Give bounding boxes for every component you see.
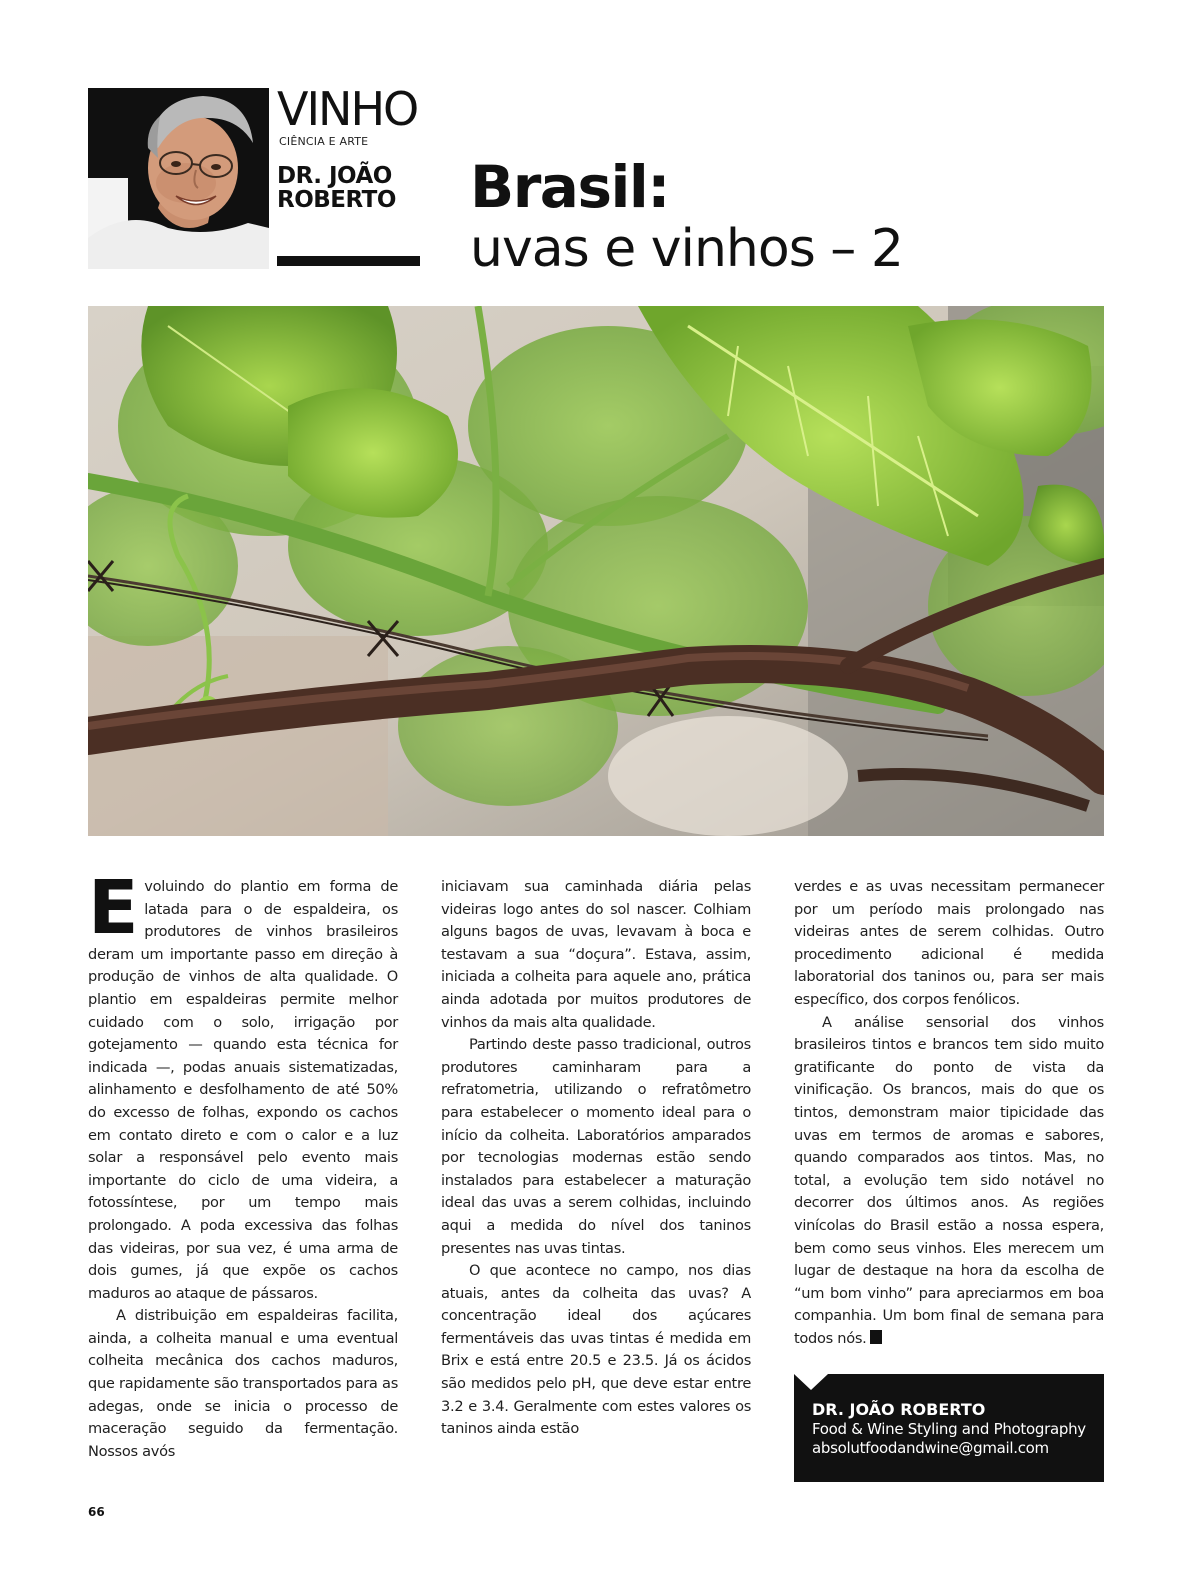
column-2-paragraph-2: Partindo deste passo tradicional, outros produtores caminharam para a refratometria, utilizando o refratômetro para estabelecer o momento ideal para o início da colheita. Laboratórios amparados por tecnologias modernas estão sendo instalados para estabelecer a maturação ideal das uvas a serem colhidas, incluindo aqui a medida do nível dos taninos presentes nas uvas tintas. (441, 1036, 751, 1257)
paragraph-text: A análise sensorial dos vinhos brasileiros tintos e brancos tem sido muito gratificante do ponto de vista da vinificação. Os brancos, mais do que os tintos, demonstram maior tipicidade das uvas em termos de aromas e sabores, quando comparados aos tintos. Mas, no total, a evolução tem sido notável no decorrer dos últimos anos. As regiões vinícolas do Brasil estão a nossa espera, bem como seus vinhos. Eles merecem um lugar de destaque na hora da escolha de “um bom vinho” para apreciarmos em boa companhia. Um bom final de semana para todos nós. (794, 1013, 1104, 1347)
drop-cap: E (88, 865, 139, 951)
article-column-1 (88, 865, 398, 1463)
section-subtitle: CIÊNCIA E ARTE (279, 135, 369, 148)
author-name-line2: ROBERTO (277, 187, 396, 213)
article-column-2 (441, 876, 751, 1441)
column-1-paragraph-2: A distribuição em espaldeiras facilita, ainda, a colheita manual e uma eventual colheita mecânica dos cachos maduros, que rapidamente são transportados para as adegas, onde se inicia o processo de maceração seguido da fermentação. Nossos avós (88, 1307, 398, 1460)
column-2-paragraph-3: O que acontece no campo, nos dias atuais, antes da colheita das uvas? A concentração ideal dos açúcares fermentáveis das uvas tintas é medida em Brix e está entre 20.5 e 23.5. Já os ácidos são medidos pelo pH, que deve estar entre 3.2 e 3.4. Geralmente com estes valores os taninos ainda estão (441, 1262, 751, 1438)
section-title: VINHO (277, 82, 418, 136)
column-header (277, 82, 427, 270)
paragraph-text: voluindo do plantio em forma de latada para o de espaldeira, os produtores de vinhos brasileiros deram um importante passo em direção à produção de vinhos de alta qualidade. O plantio em espaldeiras permite melhor cuidado com o solo, irrigação por gotejamento — quando esta técnica for indicada —, podas anuais sistematizadas, alinhamento e desfolhamento de até 50% do excesso de folhas, expondo os cachos em contato direto e com o calor e a luz solar a responsável pelo evento mais importante do ciclo de uma videira, a fotossíntese, por um tempo mais prolongado. A poda excessiva das folhas das videiras, por sua vez, é uma arma de dois gumes, já que expõe os cachos maduros ao ataque de pássaros. (88, 878, 398, 1302)
column-3-paragraph-2 (794, 1012, 1104, 1351)
article-title (470, 155, 903, 279)
title-line-1: Brasil: (470, 153, 669, 221)
notch-icon (794, 1374, 828, 1392)
author-name (277, 164, 427, 212)
column-2-paragraph-1: iniciavam sua caminhada diária pelas videiras logo antes do sol nascer. Colhiam alguns bagos de uvas, levavam à boca e testavam a sua “doçura”. Estava, assim, iniciada a colheita para aquele ano, prática ainda adotada por muitos produtores de vinhos da mais alta qualidade. (441, 878, 751, 1031)
article-column-3 (794, 876, 1104, 1350)
title-line-2: uvas e vinhos – 2 (470, 219, 903, 279)
page-number: 66 (88, 1505, 105, 1519)
author-signature-box (794, 1374, 1104, 1482)
header-rule (277, 256, 420, 266)
signature-name: DR. JOÃO ROBERTO (812, 1400, 986, 1419)
author-name-line1: DR. JOÃO (277, 163, 392, 189)
column-1-paragraph-1 (88, 865, 398, 1305)
signature-role: Food & Wine Styling and Photography (812, 1420, 1086, 1438)
end-mark-icon (870, 1330, 882, 1344)
author-photo (88, 88, 269, 269)
signature-email: absolutfoodandwine@gmail.com (812, 1439, 1049, 1457)
column-3-paragraph-1: verdes e as uvas necessitam permanecer por um período mais prolongado nas videiras antes de serem colhidas. Outro procedimento adicional é medida laboratorial dos taninos ou, para ser mais específico, dos corpos fenólicos. (794, 878, 1104, 1008)
vine-photo (88, 306, 1104, 836)
